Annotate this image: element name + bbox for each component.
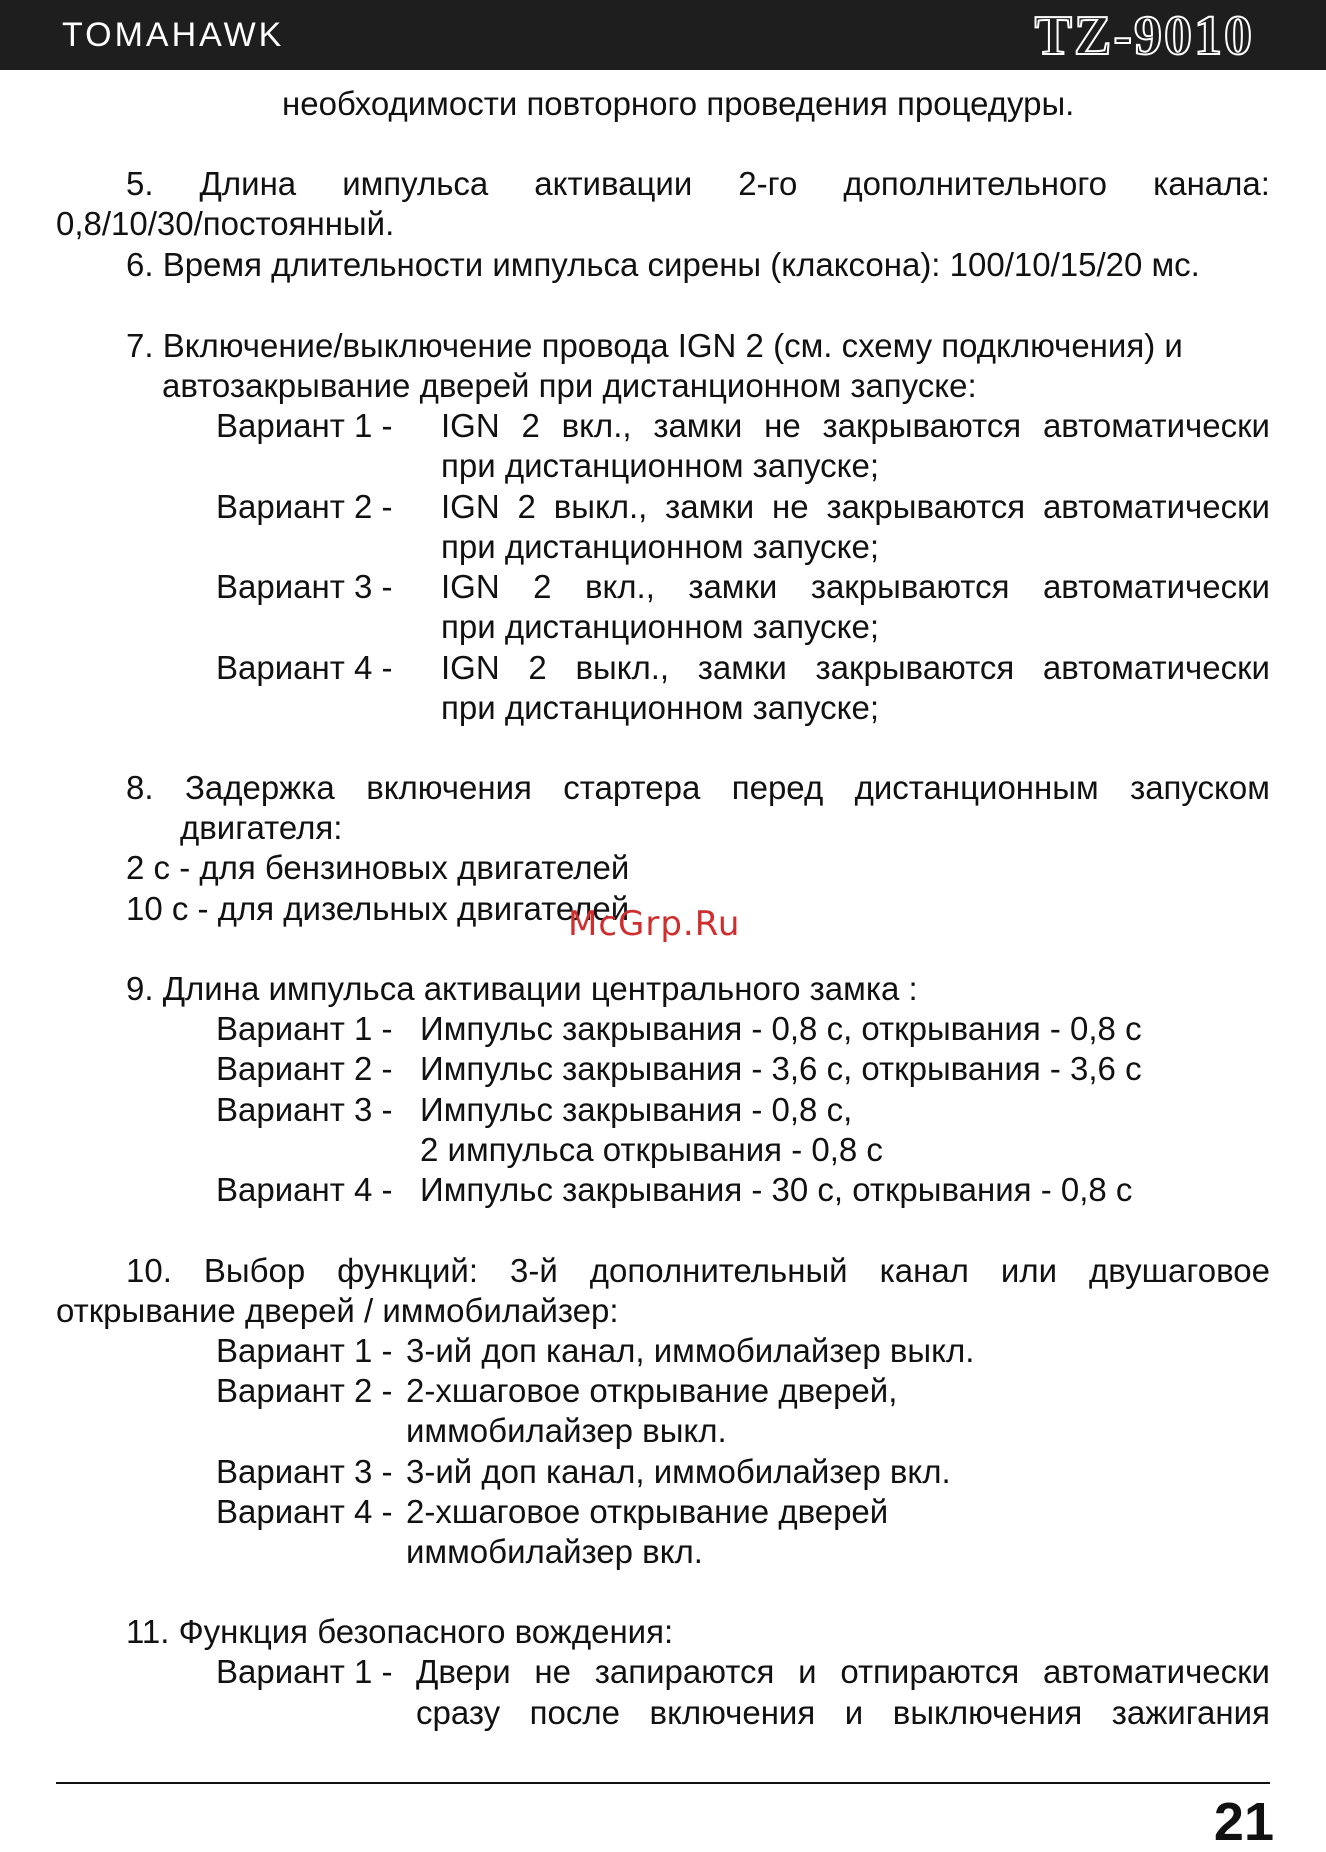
text-line	[416, 1693, 1270, 1733]
word: IGN	[441, 488, 500, 525]
variant-text: 3-ий доп канал, иммобилайзер вкл.	[406, 1453, 951, 1490]
word: 2	[521, 407, 540, 444]
word: Выбор	[203, 1252, 306, 1289]
word: выкл.,	[575, 649, 670, 686]
word: зажигания	[1111, 1694, 1270, 1731]
word: двушаговое	[1089, 1252, 1270, 1289]
word: 5.	[126, 165, 154, 202]
variant-text	[441, 406, 1270, 446]
word: активации	[534, 165, 693, 202]
word: замки	[665, 488, 755, 525]
text-line: автозакрывание дверей при дистанционном запуске:	[162, 367, 977, 404]
word: автоматически	[1042, 649, 1270, 686]
item-9-line: 9. Длина импульса активации центрального замка :	[126, 970, 918, 1007]
variant-label: Вариант 3 -	[216, 1453, 393, 1490]
word: Длина	[199, 165, 297, 202]
word: закрываются	[810, 568, 1010, 605]
word: IGN	[441, 407, 500, 444]
word: или	[1000, 1252, 1058, 1289]
variant-label: Вариант 4 -	[216, 649, 393, 686]
item-11-line: 11. Функция безопасного вождения:	[126, 1613, 674, 1650]
word: 2-го	[738, 165, 798, 202]
word: отпираются	[840, 1653, 1020, 1690]
word: не	[764, 407, 801, 444]
word: дополнительный	[589, 1252, 848, 1289]
variant-text: Импульс закрывания - 30 с, открывания - 0,8 с	[420, 1171, 1133, 1208]
word: выключения	[892, 1694, 1083, 1731]
word: импульса	[342, 165, 489, 202]
word: замки	[653, 407, 743, 444]
text-line: 0,8/10/30/постоянный.	[56, 205, 395, 242]
word: включения	[366, 769, 532, 806]
variant-label: Вариант 3 -	[216, 1091, 393, 1128]
watermark: McGrp.Ru	[568, 904, 741, 944]
word: замки	[688, 568, 778, 605]
variant-label: Вариант 1 -	[216, 1653, 393, 1690]
word: и	[798, 1653, 817, 1690]
variant-label: Вариант 4 -	[216, 1171, 393, 1208]
word: включения	[649, 1694, 816, 1731]
text-line: 10 с - для дизельных двигателей	[126, 890, 630, 927]
word: замки	[697, 649, 787, 686]
word: запуском	[1130, 769, 1270, 806]
word: 10.	[126, 1252, 172, 1289]
variant-text	[441, 648, 1270, 688]
page-number: 21	[1213, 1792, 1274, 1852]
word: IGN	[441, 568, 500, 605]
word: автоматически	[1042, 568, 1270, 605]
text-line: при дистанционном запуске;	[441, 689, 879, 726]
variant-text	[416, 1652, 1270, 1692]
word: канала:	[1153, 165, 1270, 202]
footer-divider	[56, 1782, 1270, 1784]
word: 2	[517, 488, 536, 525]
variant-label: Вариант 1 -	[216, 407, 393, 444]
word: 8.	[126, 769, 154, 806]
page-header	[0, 0, 1326, 70]
brand-name: TOMAHAWK	[62, 16, 285, 54]
variant-text	[441, 487, 1270, 527]
text-line: двигателя:	[180, 809, 343, 846]
word: 2	[533, 568, 552, 605]
word: 2	[528, 649, 547, 686]
text-line: 2 с - для бензиновых двигателей	[126, 849, 630, 886]
item-5-line	[126, 164, 1270, 204]
word: стартера	[563, 769, 701, 806]
variant-text: 3-ий доп канал, иммобилайзер выкл.	[406, 1332, 975, 1369]
word: дистанционным	[854, 769, 1099, 806]
word: не	[534, 1653, 571, 1690]
text-line: при дистанционном запуске;	[441, 608, 879, 645]
word: выкл.,	[553, 488, 648, 525]
word: автоматически	[1042, 407, 1270, 444]
word: и	[844, 1694, 864, 1731]
variant-label: Вариант 4 -	[216, 1493, 393, 1530]
word: дополнительного	[843, 165, 1108, 202]
variant-label: Вариант 2 -	[216, 488, 393, 525]
word: закрываются	[815, 649, 1015, 686]
item-10-line	[126, 1251, 1270, 1291]
item-7-line: 7. Включение/выключение провода IGN 2 (см. схему подключения) и	[126, 327, 1183, 364]
variant-label: Вариант 1 -	[216, 1010, 393, 1047]
variant-label: Вариант 1 -	[216, 1332, 393, 1369]
word: не	[772, 488, 809, 525]
variant-text	[441, 567, 1270, 607]
variant-text: 2-хшаговое открывание дверей	[406, 1493, 889, 1530]
word: запираются	[594, 1653, 775, 1690]
word: канал	[879, 1252, 969, 1289]
variant-text: Импульс закрывания - 3,6 с, открывания - 3,6 с	[420, 1050, 1142, 1087]
word: Задержка	[184, 769, 335, 806]
word: автоматически	[1042, 1653, 1270, 1690]
variant-label: Вариант 2 -	[216, 1372, 393, 1409]
word: закрываются	[822, 407, 1022, 444]
word: вкл.,	[561, 407, 632, 444]
item-6-line: 6. Время длительности импульса сирены (клаксона): 100/10/15/20 мс.	[126, 246, 1200, 283]
model-name: TZ-9010	[1034, 5, 1254, 67]
text-line: иммобилайзер выкл.	[406, 1412, 727, 1449]
item-8-line	[126, 768, 1270, 808]
variant-text: Импульс закрывания - 0,8 с, открывания - 0,8 с	[420, 1010, 1142, 1047]
word: IGN	[441, 649, 500, 686]
text-line: иммобилайзер вкл.	[406, 1533, 703, 1570]
word: 3-й	[510, 1252, 558, 1289]
variant-text: Импульс закрывания - 0,8 с,	[420, 1091, 853, 1128]
variant-text: 2-хшаговое открывание дверей,	[406, 1372, 898, 1409]
word: после	[529, 1694, 620, 1731]
text-line: открывание дверей / иммобилайзер:	[56, 1292, 619, 1329]
word: Двери	[416, 1653, 511, 1690]
word: функций:	[337, 1252, 479, 1289]
text-line: при дистанционном запуске;	[441, 528, 879, 565]
variant-label: Вариант 3 -	[216, 568, 393, 605]
word: вкл.,	[584, 568, 655, 605]
text-line: необходимости повторного проведения процедуры.	[282, 85, 1075, 122]
word: автоматически	[1042, 488, 1270, 525]
variant-label: Вариант 2 -	[216, 1050, 393, 1087]
word: закрываются	[826, 488, 1026, 525]
text-line: при дистанционном запуске;	[441, 447, 879, 484]
word: перед	[731, 769, 824, 806]
text-line: 2 импульса открывания - 0,8 с	[420, 1131, 883, 1168]
word: сразу	[416, 1694, 501, 1731]
